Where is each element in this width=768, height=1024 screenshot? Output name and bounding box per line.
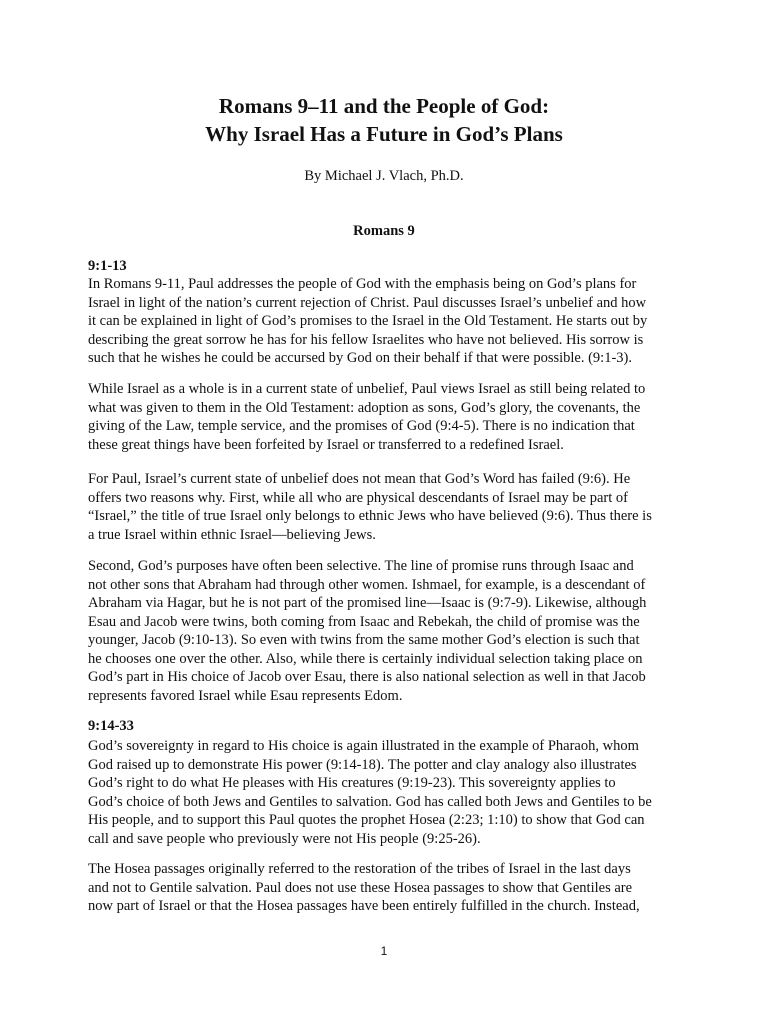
paragraph-line: Second, God’s purposes have often been selective. The line of promise runs through Isaac and	[88, 558, 634, 574]
paragraph-line: Abraham via Hagar, but he is not part of the promised line—Isaac is (9:7-9). Likewise, although	[88, 595, 647, 611]
paragraph-line: younger, Jacob (9:10-13). So even with twins from the same mother God’s election is such that	[88, 632, 640, 648]
passage-heading-block	[88, 257, 688, 276]
paragraph-line: giving of the Law, temple service, and the promises of God (9:4-5). There is no indication that	[88, 418, 635, 434]
paragraph-line: God’s sovereignty in regard to His choice is again illustrated in the example of Pharaoh, whom	[88, 738, 639, 754]
passage-heading: 9:14-33	[88, 718, 134, 734]
author-byline: By Michael J. Vlach, Ph.D.	[304, 168, 464, 184]
paragraph	[88, 860, 688, 916]
paragraph	[88, 737, 688, 848]
document-title-line-1: Romans 9–11 and the People of God:	[218, 94, 550, 118]
paragraph-line: describing the great sorrow he has for his fellow Israelites who have not believed. His sorrow is	[88, 331, 644, 348]
paragraph-line: Esau and Jacob were twins, both coming from Isaac and Rebekah, the child of promise was the	[88, 613, 640, 630]
paragraph	[88, 275, 688, 368]
paragraph-line: Israel in light of the nation’s current rejection of Christ. Paul discusses Israel’s unbelief and how	[88, 294, 647, 311]
paragraph-line: In Romans 9-11, Paul addresses the people of God with the emphasis being on God’s plans for	[88, 276, 637, 292]
paragraph-line: not other sons that Abraham had through other women. Ishmael, for example, is a descendant of	[88, 576, 646, 593]
paragraph	[88, 380, 688, 454]
paragraph-line: it can be explained in light of God’s promises to the Israel in the Old Testament. He starts out by	[88, 313, 648, 329]
paragraph-line: “Israel,” the title of true Israel only belongs to ethnic Jews who have believed (9:6). Thus there is	[88, 508, 652, 524]
paragraph-line: His people, and to support this Paul quotes the prophet Hosea (2:23; 1:10) to show that God can	[88, 812, 645, 828]
paragraph	[88, 470, 688, 544]
paragraph-line: For Paul, Israel’s current state of unbelief does not mean that God’s Word has failed (9:6). He	[88, 471, 631, 487]
paragraph-line: God’s right to do what He pleases with His creatures (9:19-23). This sovereignty applies to	[88, 775, 616, 791]
document-title-line-2: Why Israel Has a Future in God’s Plans	[205, 122, 563, 146]
paragraph-line: God’s choice of both Jews and Gentiles to salvation. God has called both Jews and Gentiles to be	[88, 793, 652, 810]
paragraph-line: now part of Israel or that the Hosea passages have been entirely fulfilled in the church. Instead,	[88, 898, 640, 914]
paragraph-line: he chooses one over the other. Also, while there is certainly individual selection taking place on	[88, 650, 643, 667]
passage-heading: 9:1-13	[88, 258, 127, 274]
paragraph-line: what was given to them in the Old Testament: adoption as sons, God’s glory, the covenants, the	[88, 399, 641, 416]
passage-heading-block	[88, 717, 688, 736]
paragraph-line: God’s part in His choice of Jacob over Esau, there is also national selection as well in that Jacob	[88, 669, 646, 685]
paragraph-line: represents favored Israel while Esau represents Edom.	[88, 687, 403, 704]
paragraph-line: While Israel as a whole is in a current state of unbelief, Paul views Israel as still being related to	[88, 381, 646, 397]
section-heading: Romans 9	[353, 223, 415, 239]
paragraph-line: a true Israel within ethnic Israel—believing Jews.	[88, 526, 376, 543]
paragraph-line: God raised up to demonstrate His power (9:14-18). The potter and clay analogy also illustrates	[88, 756, 637, 773]
paragraph-line: call and save people who previously were not His people (9:25-26).	[88, 830, 481, 847]
paragraph-line: offers two reasons why. First, while all who are physical descendants of Israel may be part of	[88, 489, 628, 506]
page-number: 1	[380, 944, 388, 958]
paragraph-line: and not to Gentile salvation. Paul does not use these Hosea passages to show that Gentiles are	[88, 879, 633, 896]
paragraph	[88, 557, 688, 705]
paragraph-line: The Hosea passages originally referred to the restoration of the tribes of Israel in the last days	[88, 861, 631, 877]
paragraph-line: these great things have been forfeited by Israel or transferred to a redefined Israel.	[88, 436, 564, 453]
paragraph-line: such that he wishes he could be accursed by God on their behalf if that were possible. (9:1-3).	[88, 350, 632, 366]
